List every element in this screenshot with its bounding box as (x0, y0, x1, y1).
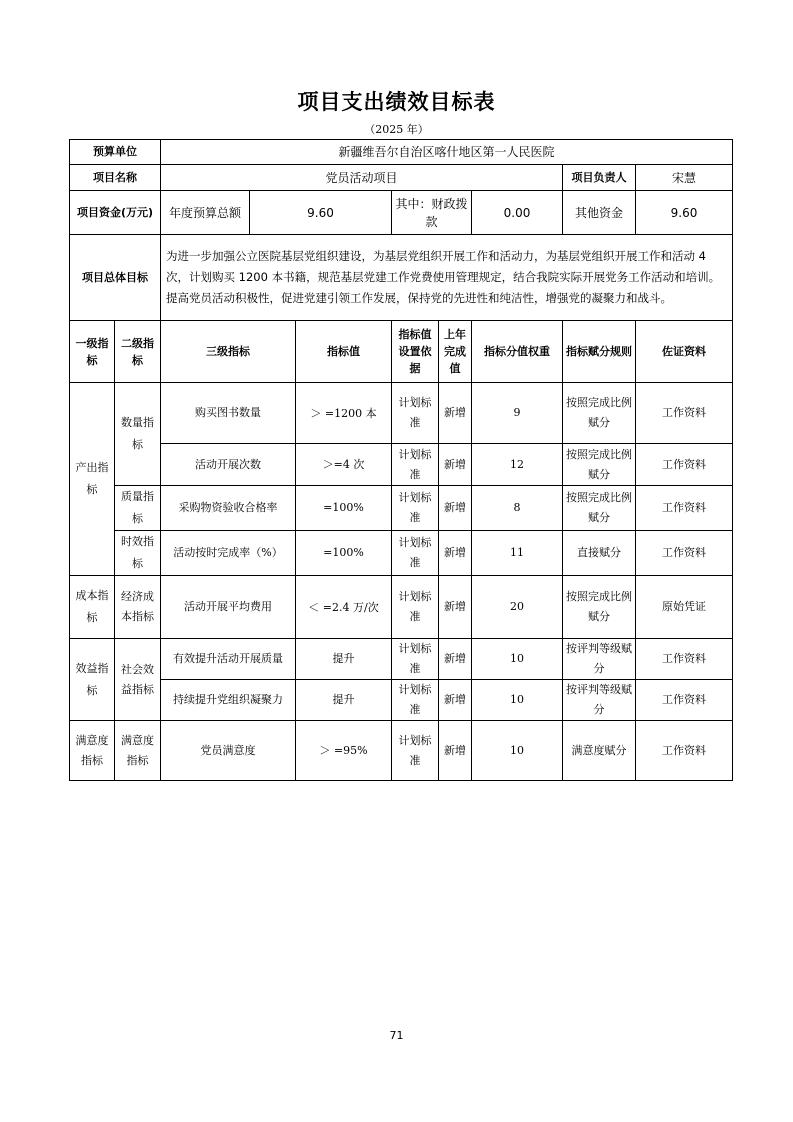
table-row (70, 639, 733, 680)
subgroup-quantity: 数量指标 (115, 383, 161, 486)
indicator-value: ＞ =1200 本 (296, 383, 392, 444)
indicator-basis: 计划标准 (392, 680, 439, 721)
indicator-name: 有效提升活动开展质量 (161, 639, 296, 680)
indicator-name: 党员满意度 (161, 721, 296, 781)
group-cost: 成本指标 (70, 576, 115, 639)
indicator-rule: 按照完成比例赋分 (563, 444, 636, 486)
indicator-basis: 计划标准 (392, 444, 439, 486)
indicator-value: ＞=4 次 (296, 444, 392, 486)
overall-goal-row (70, 235, 733, 321)
table-row (70, 444, 733, 486)
project-name-row (70, 165, 733, 191)
year-label: （2025 年） (364, 123, 429, 136)
table-row (70, 531, 733, 576)
table-row (70, 680, 733, 721)
indicator-name: 活动按时完成率（%） (161, 531, 296, 576)
indicator-value: =100% (296, 531, 392, 576)
indicator-basis: 计划标准 (392, 486, 439, 531)
indicator-evidence: 工作资料 (636, 531, 733, 576)
indicator-value: 提升 (296, 639, 392, 680)
subgroup-social-benefit: 社会效益指标 (115, 639, 161, 721)
indicator-evidence: 工作资料 (636, 639, 733, 680)
header-level2: 二级指标 (115, 321, 161, 383)
indicator-weight: 10 (472, 721, 563, 781)
performance-table (69, 139, 733, 781)
header-rule: 指标赋分规则 (563, 321, 636, 383)
indicator-name: 购买图书数量 (161, 383, 296, 444)
header-evidence: 佐证资料 (636, 321, 733, 383)
page-title: 项目支出绩效目标表 (297, 90, 496, 114)
header-level1: 一级指标 (70, 321, 115, 383)
budget-unit-value: 新疆维吾尔自治区喀什地区第一人民医院 (161, 140, 733, 165)
group-output: 产出指标 (70, 383, 115, 576)
indicator-basis: 计划标准 (392, 721, 439, 781)
indicator-basis: 计划标准 (392, 531, 439, 576)
indicator-last-year: 新增 (439, 576, 472, 639)
header-basis: 指标值设置依据 (392, 321, 439, 383)
funds-label: 项目资金(万元) (70, 191, 161, 235)
indicator-rule: 按照完成比例赋分 (563, 576, 636, 639)
indicator-rule: 按照完成比例赋分 (563, 383, 636, 444)
indicator-last-year: 新增 (439, 531, 472, 576)
indicator-last-year: 新增 (439, 486, 472, 531)
indicator-evidence: 工作资料 (636, 721, 733, 781)
fiscal-label: 其中：财政拨款 (392, 191, 472, 235)
indicator-weight: 11 (472, 531, 563, 576)
overall-goal-text: 为进一步加强公立医院基层党组织建设，为基层党组织开展工作和活动力，为基层党组织开展工作和活动 4 次，计划购买 1200 本书籍，规范基层党建工作党费使用管理规定，结合我院实际开展党务工作活动和培训。提高党员活动积极性，促进党建引领工作发展，保持党的先进性和纯洁性，增强党的凝聚力和战斗。 (161, 235, 733, 321)
overall-goal-label: 项目总体目标 (70, 235, 161, 321)
indicator-evidence: 工作资料 (636, 383, 733, 444)
indicator-header-row (70, 321, 733, 383)
indicator-value: ＞ =95% (296, 721, 392, 781)
table-row (70, 383, 733, 444)
subgroup-satisfaction: 满意度指标 (115, 721, 161, 781)
indicator-weight: 10 (472, 680, 563, 721)
budget-unit-label: 预算单位 (70, 140, 161, 165)
group-benefit: 效益指标 (70, 639, 115, 721)
fiscal-value: 0.00 (472, 191, 563, 235)
indicator-weight: 8 (472, 486, 563, 531)
table-row (70, 721, 733, 781)
indicator-rule: 直接赋分 (563, 531, 636, 576)
indicator-last-year: 新增 (439, 721, 472, 781)
annual-budget-value: 9.60 (250, 191, 392, 235)
indicator-evidence: 工作资料 (636, 486, 733, 531)
project-name-label: 项目名称 (70, 165, 161, 191)
project-name-value: 党员活动项目 (161, 165, 563, 191)
subgroup-economic-cost: 经济成本指标 (115, 576, 161, 639)
table-row (70, 576, 733, 639)
indicator-rule: 满意度赋分 (563, 721, 636, 781)
indicator-name: 活动开展平均费用 (161, 576, 296, 639)
header-value: 指标值 (296, 321, 392, 383)
subgroup-timeliness: 时效指标 (115, 531, 161, 576)
header-weight: 指标分值权重 (472, 321, 563, 383)
indicator-rule: 按照完成比例赋分 (563, 486, 636, 531)
indicator-weight: 9 (472, 383, 563, 444)
indicator-weight: 20 (472, 576, 563, 639)
other-funds-value: 9.60 (636, 191, 733, 235)
annual-budget-label: 年度预算总额 (161, 191, 250, 235)
indicator-name: 采购物资验收合格率 (161, 486, 296, 531)
header-last-year: 上年完成值 (439, 321, 472, 383)
indicator-value: =100% (296, 486, 392, 531)
indicator-rule: 按评判等级赋分 (563, 639, 636, 680)
indicator-last-year: 新增 (439, 639, 472, 680)
header-level3: 三级指标 (161, 321, 296, 383)
budget-unit-row (70, 140, 733, 165)
indicator-weight: 10 (472, 639, 563, 680)
indicator-last-year: 新增 (439, 383, 472, 444)
table-row (70, 486, 733, 531)
indicator-name: 活动开展次数 (161, 444, 296, 486)
indicator-name: 持续提升党组织凝聚力 (161, 680, 296, 721)
indicator-basis: 计划标准 (392, 383, 439, 444)
project-leader-label: 项目负责人 (563, 165, 636, 191)
indicator-evidence: 工作资料 (636, 444, 733, 486)
project-leader-value: 宋慧 (636, 165, 733, 191)
subgroup-quality: 质量指标 (115, 486, 161, 531)
indicator-value: ＜ =2.4 万/次 (296, 576, 392, 639)
funds-row (70, 191, 733, 235)
indicator-basis: 计划标准 (392, 576, 439, 639)
indicator-weight: 12 (472, 444, 563, 486)
indicator-evidence: 工作资料 (636, 680, 733, 721)
indicator-rule: 按评判等级赋分 (563, 680, 636, 721)
page-number: 71 (389, 1029, 404, 1042)
other-funds-label: 其他资金 (563, 191, 636, 235)
indicator-last-year: 新增 (439, 444, 472, 486)
indicator-basis: 计划标准 (392, 639, 439, 680)
indicator-evidence: 原始凭证 (636, 576, 733, 639)
indicator-value: 提升 (296, 680, 392, 721)
group-satisfaction: 满意度指标 (70, 721, 115, 781)
indicator-last-year: 新增 (439, 680, 472, 721)
